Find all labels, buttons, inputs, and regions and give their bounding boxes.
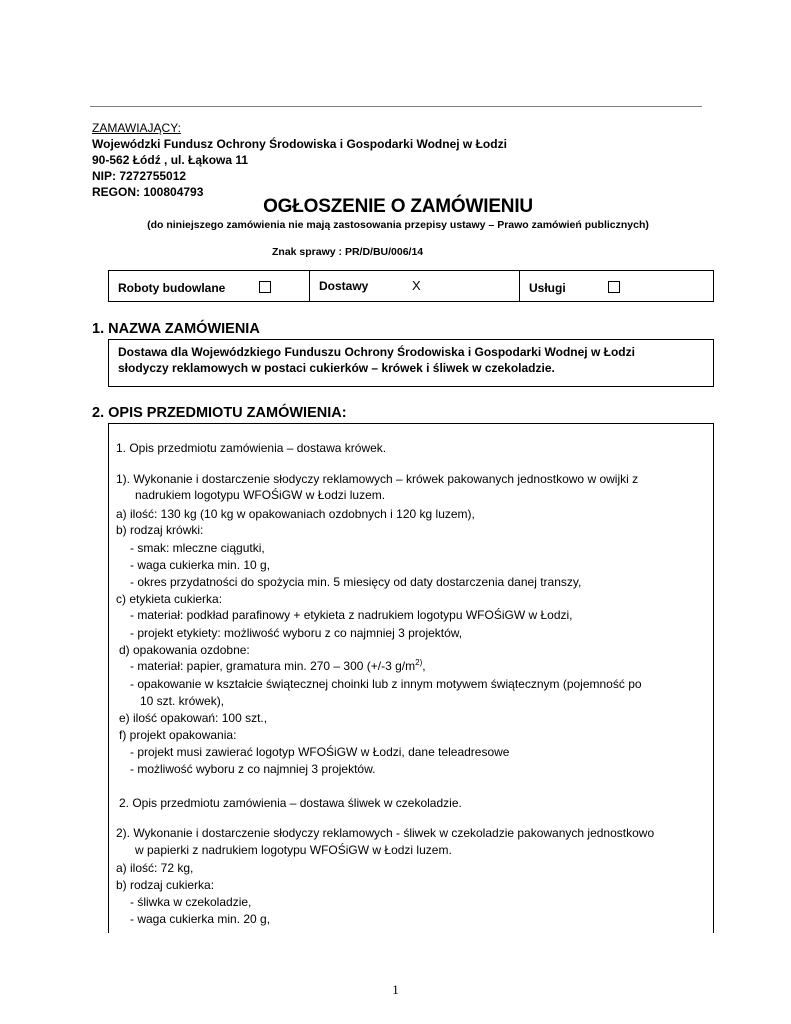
section1-line: Dostawa dla Wojewódzkiego Funduszu Ochrony Środowiska i Gospodarki Wodnej w Łodzi [118, 345, 635, 359]
services-label: Usługi [529, 281, 566, 295]
desc-line: 2). Wykonanie i dostarczenie słodyczy reklamowych - śliwek w czekoladzie pakowanych jednostkowo [116, 826, 655, 840]
gram-suffix: , [422, 659, 426, 673]
desc-line: - śliwka w czekoladzie, [130, 895, 252, 909]
supplies-mark[interactable]: X [412, 278, 421, 293]
section1-line: słodyczy reklamowych w postaci cukierków – krówek i śliwek w czekoladzie. [118, 361, 555, 375]
orderer-regon: REGON: 100804793 [92, 185, 204, 199]
desc-line: - opakowanie w kształcie świątecznej choinki lub z innym motywem świątecznym (pojemność po [130, 677, 642, 691]
desc-line: b) rodzaj cukierka: [116, 878, 215, 892]
desc-line: - projekt etykiety: możliwość wyboru z co najmniej 3 projektów, [130, 626, 463, 640]
services-checkbox[interactable] [608, 281, 620, 293]
desc-line: 2. Opis przedmiotu zamówienia – dostawa śliwek w czekoladzie. [119, 796, 462, 810]
orderer-nip: NIP: 7272755012 [92, 169, 187, 183]
desc-line: a) ilość: 72 kg, [116, 861, 194, 875]
desc-line: - możliwość wyboru z co najmniej 3 projektów. [130, 762, 376, 776]
desc-line: 10 szt. krówek), [140, 694, 225, 708]
case-sign: Znak sprawy : PR/D/BU/006/14 [272, 246, 424, 258]
desc-line: - smak: mleczne ciągutki, [130, 541, 265, 555]
gram-superscript: 2) [415, 658, 423, 667]
document-title: OGŁOSZENIE O ZAMÓWIENIU [263, 196, 533, 217]
desc-line: 1. Opis przedmiotu zamówienia – dostawa krówek. [116, 441, 387, 455]
supplies-label: Dostawy [319, 279, 369, 293]
section2-heading: 2. OPIS PRZEDMIOTU ZAMÓWIENIA: [92, 405, 347, 421]
desc-line: f) projekt opakowania: [119, 728, 237, 742]
page-number: 1 [392, 982, 399, 997]
works-label: Roboty budowlane [118, 281, 226, 295]
orderer-block [92, 120, 507, 200]
orderer-name: Wojewódzki Fundusz Ochrony Środowiska i Gospodarki Wodnej w Łodzi [92, 137, 507, 151]
gram-text: - materiał: papier, gramatura min. 270 – 300 (+/-3 g/m [130, 659, 416, 673]
section1-heading: 1. NAZWA ZAMÓWIENIA [92, 321, 260, 337]
desc-line: c) etykieta cukierka: [116, 592, 223, 606]
desc-line: - materiał: podkład parafinowy + etykieta z nadrukiem logotypu WFOŚiGW w Łodzi, [130, 608, 573, 622]
desc-line: e) ilość opakowań: 100 szt., [119, 711, 268, 725]
desc-line: - waga cukierka min. 10 g, [130, 558, 271, 572]
order-type-services [520, 271, 713, 301]
desc-line: w papierki z nadrukiem logotypu WFOŚiGW w Łodzi luzem. [135, 843, 452, 857]
orderer-label: ZAMAWIAJĄCY: [92, 121, 181, 135]
desc-line [130, 659, 426, 673]
order-type-table [108, 270, 714, 302]
top-divider-line [90, 106, 702, 107]
works-checkbox[interactable] [259, 281, 271, 293]
desc-line: a) ilość: 130 kg (10 kg w opakowaniach ozdobnych i 120 kg luzem), [116, 507, 475, 521]
section1-box [108, 339, 714, 387]
order-type-supplies [310, 271, 520, 301]
document-subtitle: (do niniejszego zamówienia nie mają zastosowania przepisy ustawy – Prawo zamówień publicznych) [147, 219, 649, 231]
desc-line: - okres przydatności do spożycia min. 5 miesięcy od daty dostarczenia danej transzy, [130, 575, 582, 589]
desc-line: b) rodzaj krówki: [116, 523, 204, 537]
desc-line: - waga cukierka min. 20 g, [130, 912, 271, 926]
order-type-works [109, 271, 310, 301]
desc-line: - projekt musi zawierać logotyp WFOŚiGW w Łodzi, dane teleadresowe [130, 745, 510, 759]
desc-line: d) opakowania ozdobne: [119, 643, 250, 657]
desc-line: 1). Wykonanie i dostarczenie słodyczy reklamowych – krówek pakowanych jednostkowo w owijki z [116, 472, 639, 486]
orderer-address: 90-562 Łódź , ul. Łąkowa 11 [92, 153, 249, 167]
desc-line: nadrukiem logotypu WFOŚiGW w Łodzi luzem. [135, 488, 386, 502]
